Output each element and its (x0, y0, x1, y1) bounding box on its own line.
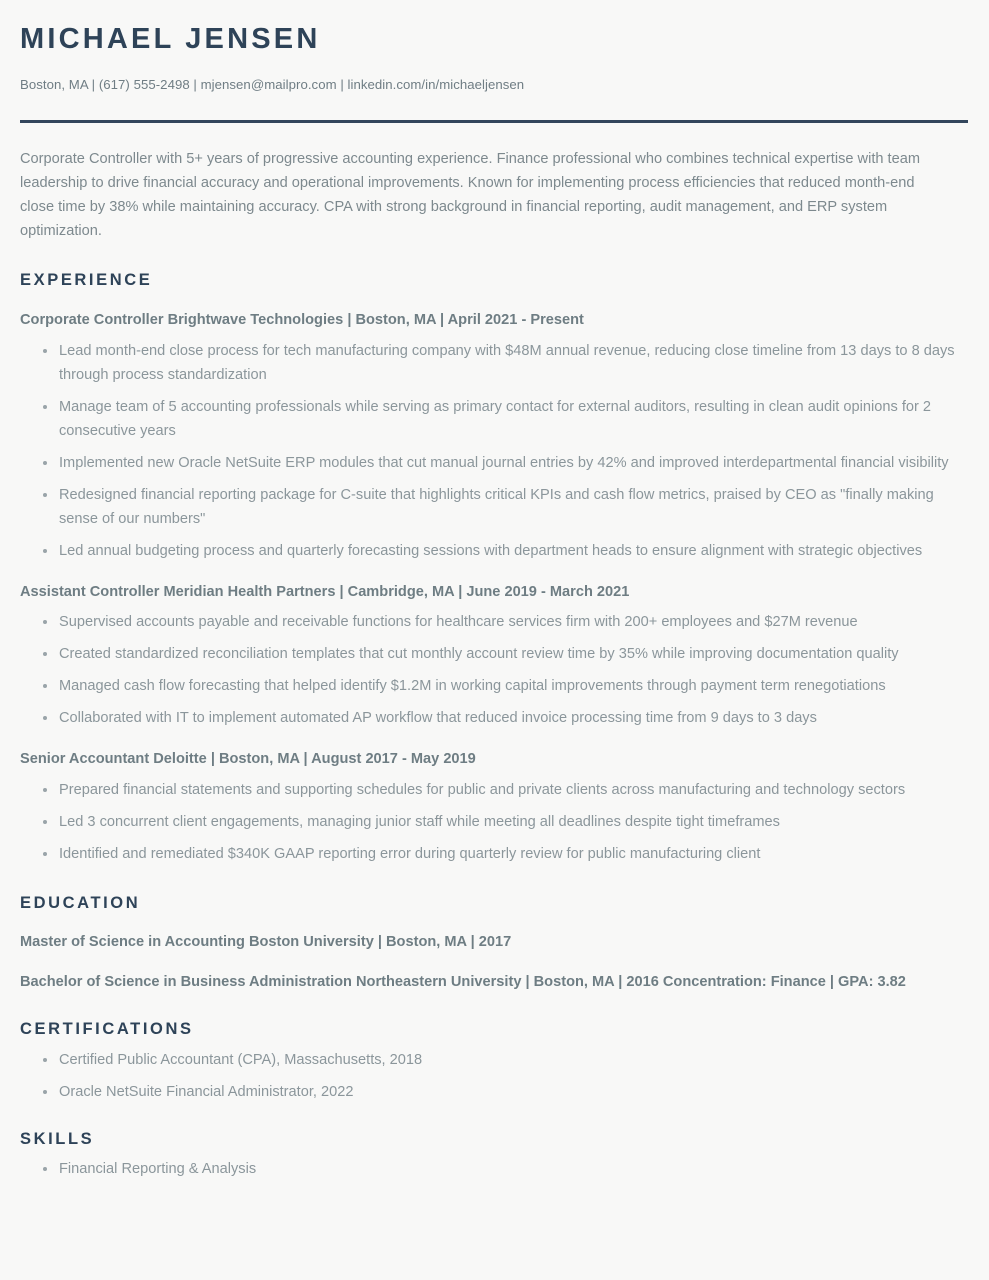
list-item: Collaborated with IT to implement automated AP workflow that reduced invoice processing time from 9 days to 3 days (20, 706, 968, 730)
section-heading-skills: SKILLS (20, 1129, 95, 1148)
job-bullet-list (20, 610, 968, 730)
header-divider (20, 120, 968, 123)
list-item: Redesigned financial reporting package for C-suite that highlights critical KPIs and cash flow metrics, praised by CEO as "finally making sense of our numbers" (20, 483, 968, 531)
list-item: Supervised accounts payable and receivable functions for healthcare services firm with 200+ employees and $27M revenue (20, 610, 968, 634)
list-item: Created standardized reconciliation templates that cut monthly account review time by 35% while improving documentation quality (20, 642, 968, 666)
job-bullet-list (20, 339, 968, 563)
list-item: Managed cash flow forecasting that helped identify $1.2M in working capital improvements through payment term renegotiations (20, 674, 968, 698)
list-item: Implemented new Oracle NetSuite ERP modules that cut manual journal entries by 42% and improved interdepartmental financial visibility (20, 451, 968, 475)
page-title: MICHAEL JENSEN (20, 23, 321, 55)
experience-entry (20, 583, 968, 731)
education-entry: Master of Science in Accounting Boston University | Boston, MA | 2017 (20, 933, 512, 950)
professional-summary: Corporate Controller with 5+ years of progressive accounting experience. Finance professional who combines technical expertise with team leadership to drive financial accuracy and operational improvements. Known for implementing process efficiencies that reduced month-end close time by 38% while maintaining accuracy. CPA with strong background in financial reporting, audit management, and ERP system optimization. (20, 151, 921, 240)
list-item: Prepared financial statements and supporting schedules for public and private clients across manufacturing and technology sectors (20, 778, 968, 802)
contact-line: Boston, MA | (617) 555-2498 | mjensen@mailpro.com | linkedin.com/in/michaeljensen (20, 76, 525, 92)
job-heading: Senior Accountant Deloitte | Boston, MA | August 2017 - May 2019 (20, 751, 476, 768)
list-item: Lead month-end close process for tech manufacturing company with $48M annual revenue, reducing close timeline from 13 days to 8 days through process standardization (20, 339, 968, 387)
experience-list (20, 311, 968, 866)
job-heading: Assistant Controller Meridian Health Partners | Cambridge, MA | June 2019 - March 2021 (20, 583, 630, 600)
list-item: Certified Public Accountant (CPA), Massachusetts, 2018 (20, 1048, 968, 1072)
section-heading-experience: EXPERIENCE (20, 271, 153, 290)
list-item: Led annual budgeting process and quarterly forecasting sessions with department heads to ensure alignment with strategic objectives (20, 539, 968, 563)
experience-entry (20, 750, 968, 866)
list-item: Manage team of 5 accounting professionals while serving as primary contact for external auditors, resulting in clean audit opinions for 2 consecutive years (20, 395, 968, 443)
section-heading-certifications: CERTIFICATIONS (20, 1019, 194, 1038)
experience-entry (20, 311, 968, 563)
job-heading: Corporate Controller Brightwave Technologies | Boston, MA | April 2021 - Present (20, 311, 584, 328)
skills-list (20, 1157, 968, 1181)
list-item: Identified and remediated $340K GAAP reporting error during quarterly review for public manufacturing client (20, 842, 968, 866)
section-heading-education: EDUCATION (20, 893, 141, 912)
list-item: Financial Reporting & Analysis (20, 1157, 968, 1181)
list-item: Led 3 concurrent client engagements, managing junior staff while meeting all deadlines despite tight timeframes (20, 810, 968, 834)
education-list (20, 930, 968, 994)
certifications-list (20, 1048, 968, 1104)
education-entry: Bachelor of Science in Business Administration Northeastern University | Boston, MA | 2016 Concentration: Finance | GPA: 3.82 (20, 973, 906, 990)
job-bullet-list (20, 778, 968, 866)
list-item: Oracle NetSuite Financial Administrator, 2022 (20, 1080, 968, 1104)
